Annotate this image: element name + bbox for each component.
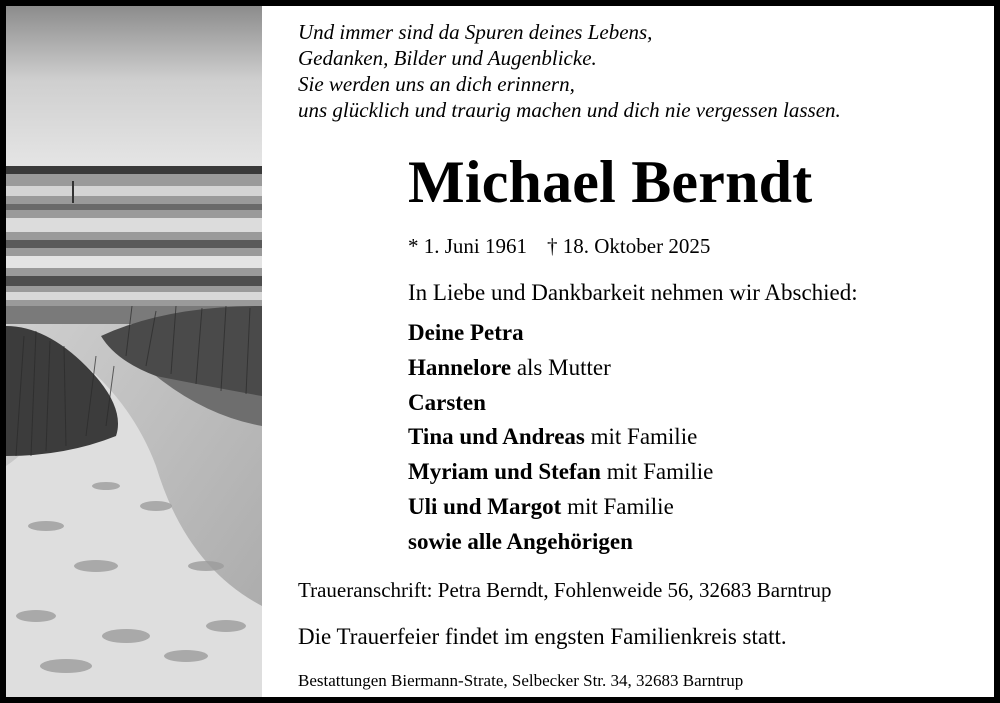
beach-dune-photo-icon <box>6 6 262 697</box>
death-date: † 18. Oktober 2025 <box>547 234 711 258</box>
poem <box>298 19 841 123</box>
mourner-name: sowie alle Angehörigen <box>408 528 633 554</box>
mourner-relation: mit Familie <box>561 493 674 519</box>
mourner-line <box>408 490 713 525</box>
farewell-intro: In Liebe und Dankbarkeit nehmen wir Abschied: <box>408 280 858 305</box>
life-dates <box>408 232 710 260</box>
poem-line: Sie werden uns an dich erinnern, <box>298 72 575 96</box>
birth-date: * 1. Juni 1961 <box>408 234 528 258</box>
mourner-relation: mit Familie <box>600 459 714 485</box>
mourner-name: Uli und Margot <box>408 493 562 519</box>
mourner-name: Tina und Andreas <box>408 424 585 450</box>
poem-line: Und immer sind da Spuren deines Lebens, <box>298 20 653 44</box>
mourner-name: Carsten <box>408 389 486 415</box>
mourner-name: Myriam und Stefan <box>408 459 601 485</box>
mourner-line <box>408 351 713 386</box>
mourner-line <box>408 420 713 455</box>
mourning-address: Traueranschrift: Petra Berndt, Fohlenweide 56, 32683 Barntrup <box>298 578 832 602</box>
undertaker-info: Bestattungen Biermann-Strate, Selbecker Str. 34, 32683 Barntrup <box>298 671 744 690</box>
mourner-line <box>408 386 713 421</box>
mourner-name: Deine Petra <box>408 320 524 345</box>
deceased-name: Michael Berndt <box>408 149 813 215</box>
mourner-line <box>408 455 713 490</box>
mourner-line <box>408 316 713 351</box>
mourner-line <box>408 525 713 560</box>
mourner-name: Hannelore <box>408 354 512 380</box>
mourners-list <box>408 316 713 560</box>
poem-line: uns glücklich und traurig machen und dich nie vergessen lassen. <box>298 98 841 122</box>
mourner-relation: mit Familie <box>584 424 698 450</box>
poem-line: Gedanken, Bilder und Augenblicke. <box>298 46 597 70</box>
ceremony-note: Die Trauerfeier findet im engsten Familienkreis statt. <box>298 624 787 649</box>
mourner-relation: als Mutter <box>511 354 611 380</box>
notice-text <box>298 6 988 697</box>
